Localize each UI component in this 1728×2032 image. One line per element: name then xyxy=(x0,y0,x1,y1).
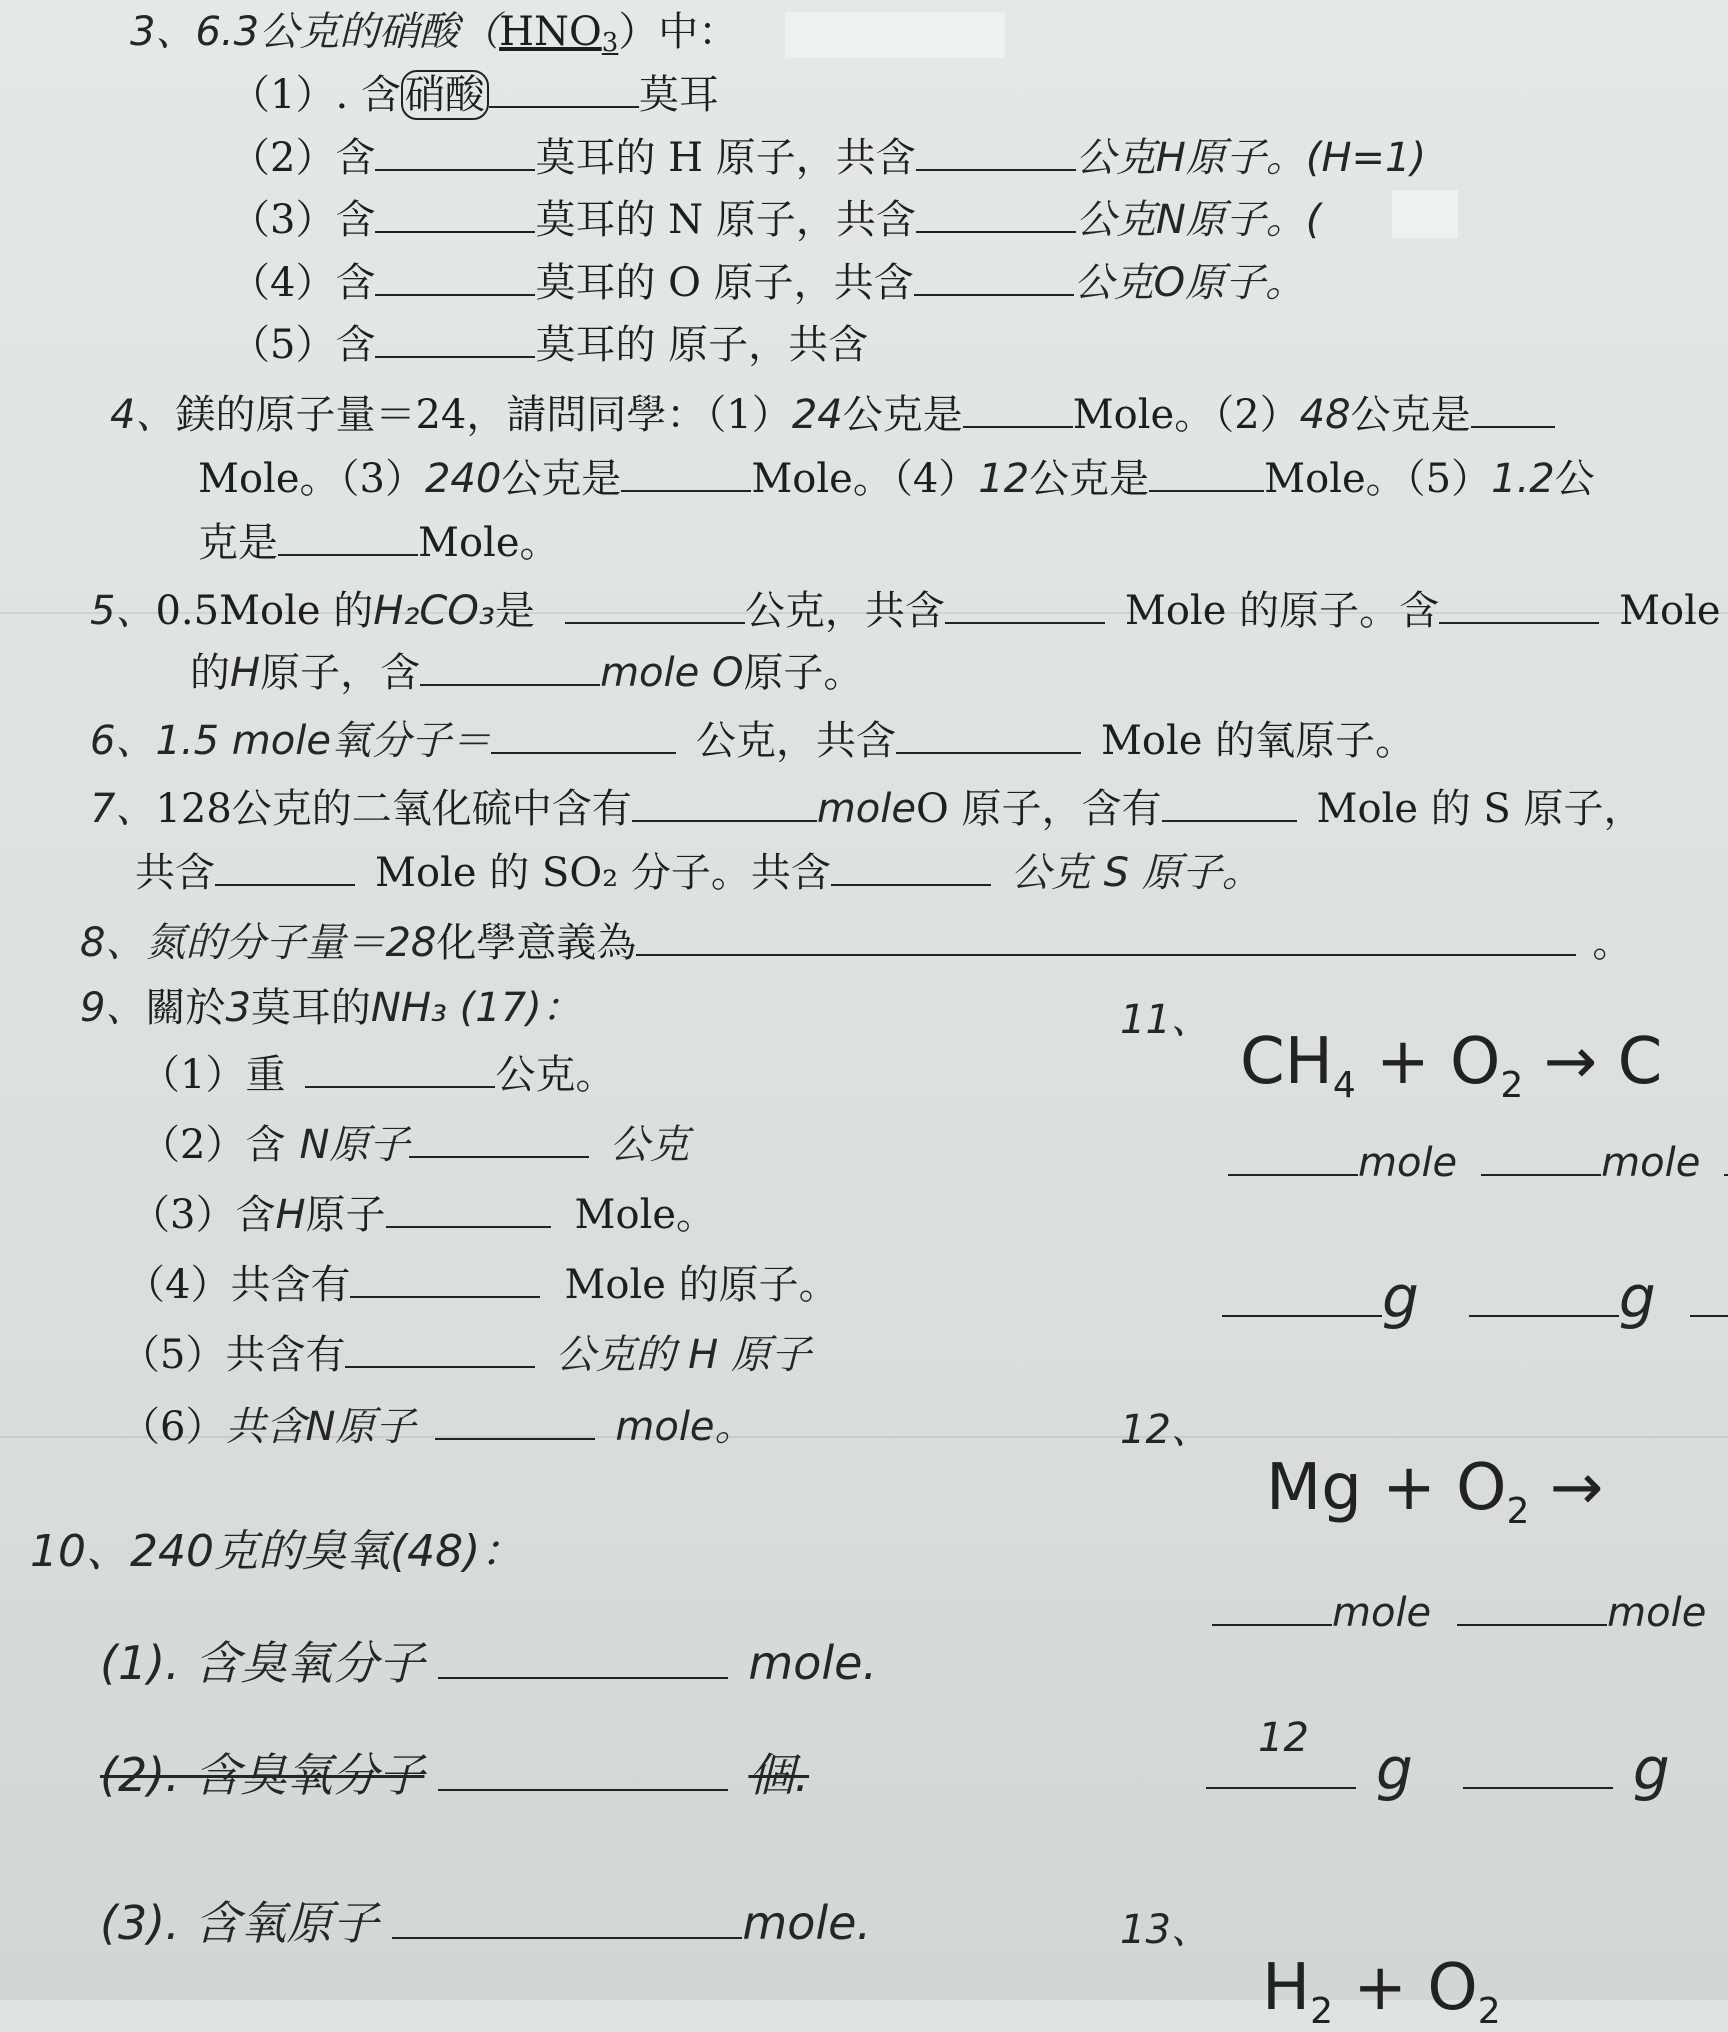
q12-given-value: 12 xyxy=(1258,1715,1309,1761)
answer-blank[interactable] xyxy=(491,718,676,754)
q10-part1: (1). 含臭氧分子 mole. xyxy=(100,1636,878,1690)
q8-line: 8、氮的分子量＝28化學意義為 。 xyxy=(80,920,1633,966)
q3-part1: （1）. 含 硝酸 莫耳 xyxy=(230,72,719,118)
q10-part3: (3). 含氧原子 mole. xyxy=(100,1896,872,1950)
answer-blank[interactable] xyxy=(916,197,1076,233)
answer-blank[interactable] xyxy=(420,650,600,686)
q9-part6: （6）共含N原子 mole。 xyxy=(120,1404,755,1450)
answer-blank[interactable] xyxy=(1162,786,1297,822)
q12-equation: $Mg + O_2$ → xyxy=(1266,1451,1604,1532)
q9-part3: （3）含H原子 Mole。 xyxy=(130,1192,717,1238)
answer-blank[interactable] xyxy=(438,1755,728,1791)
q3-part3: （3）含 莫耳的 N 原子，共含 公克N原子。( xyxy=(230,197,1322,243)
answer-blank[interactable] xyxy=(914,260,1074,296)
q11-equation: $CH_4 + O_2 \to C$ xyxy=(1240,1025,1663,1106)
redacted-area xyxy=(1392,190,1458,238)
answer-blank[interactable] xyxy=(375,197,535,233)
answer-blank[interactable] xyxy=(1222,1281,1382,1317)
answer-blank[interactable] xyxy=(1457,1590,1607,1626)
q11-mole-row: mole mole xyxy=(1228,1140,1728,1183)
q4-line1: 4、鎂的原子量＝24，請問同學：（1）24公克是 Mole。（2）48公克是 xyxy=(110,392,1555,435)
q9-header: 9、關於3莫耳的NH₃ (17)： xyxy=(80,985,582,1031)
answer-blank[interactable] xyxy=(1228,1140,1358,1176)
q12-number: 12、 xyxy=(1120,1407,1211,1453)
answer-blank[interactable] xyxy=(1149,456,1264,492)
answer-blank[interactable] xyxy=(375,260,535,296)
answer-blank[interactable] xyxy=(831,850,991,886)
q3-part2: （2）含 莫耳的 H 原子，共含 公克H原子。(H=1) xyxy=(230,135,1427,181)
answer-blank[interactable] xyxy=(1206,1753,1356,1789)
answer-blank[interactable] xyxy=(1471,392,1555,428)
answer-blank[interactable] xyxy=(392,1903,742,1939)
answer-blank[interactable] xyxy=(896,718,1081,754)
q5-line2: 的H原子，含 mole O原子。 xyxy=(190,650,864,696)
q9-part1: （1）重 公克。 xyxy=(140,1052,616,1098)
q4-line3: 克是 Mole。 xyxy=(198,520,560,566)
answer-blank[interactable] xyxy=(386,1192,551,1228)
q13-number: 13、 xyxy=(1120,1907,1211,1953)
answer-blank[interactable] xyxy=(409,1122,589,1158)
q7-line2: 共含 Mole 的 SO₂ 分子。共含 公克 S 原子。 xyxy=(135,850,1262,896)
answer-blank[interactable] xyxy=(621,456,751,492)
answer-blank[interactable] xyxy=(565,588,745,624)
answer-blank[interactable] xyxy=(345,1332,535,1368)
answer-blank[interactable] xyxy=(215,850,355,886)
q6-line: 6、1.5 mole氧分子＝ 公克，共含 Mole 的氧原子。 xyxy=(90,718,1416,764)
answer-blank[interactable] xyxy=(350,1262,540,1298)
answer-blank[interactable] xyxy=(305,1052,495,1088)
answer-blank[interactable] xyxy=(945,588,1105,624)
answer-blank[interactable] xyxy=(1724,1140,1728,1176)
q12-mole-row: mole mole xyxy=(1212,1590,1706,1633)
answer-blank[interactable] xyxy=(1212,1590,1332,1626)
q10-header: 10、240克的臭氧(48)： xyxy=(30,1526,525,1577)
answer-blank[interactable] xyxy=(489,72,639,108)
answer-blank[interactable] xyxy=(632,786,817,822)
q12-gram-row: g g xyxy=(1206,1740,1670,1798)
answer-blank[interactable] xyxy=(636,920,1576,956)
q3-part4: （4）含 莫耳的 O 原子，共含 公克O原子。 xyxy=(230,260,1306,306)
answer-blank[interactable] xyxy=(916,135,1076,171)
q10-part2-crossed-out: (2). 含臭氧分子 個. xyxy=(100,1748,810,1802)
q5-line1: 5、0.5Mole 的H₂CO₃是 公克，共含 Mole 的原子。含 Mole xyxy=(90,588,1721,634)
q4-line2: Mole。（3）240公克是 Mole。（4）12公克是 Mole。（5）1.2公 xyxy=(198,456,1595,502)
answer-blank[interactable] xyxy=(278,520,418,556)
answer-blank[interactable] xyxy=(1463,1753,1613,1789)
q9-part4: （4）共含有 Mole 的原子。 xyxy=(125,1262,839,1308)
answer-blank[interactable] xyxy=(1439,588,1599,624)
answer-blank[interactable] xyxy=(963,392,1073,428)
q9-part2: （2）含 N原子 公克 xyxy=(140,1122,690,1168)
q13-equation: $H_2 + O_2$ xyxy=(1262,1951,1501,2032)
q11-gram-row: g g xyxy=(1222,1268,1728,1326)
answer-blank[interactable] xyxy=(438,1643,728,1679)
redacted-area xyxy=(785,12,1005,58)
answer-blank[interactable] xyxy=(435,1404,595,1440)
q3-part5: （5）含 莫耳的 原子，共含 xyxy=(230,322,869,368)
answer-blank[interactable] xyxy=(1481,1140,1601,1176)
q11-number: 11、 xyxy=(1120,997,1211,1043)
answer-blank[interactable] xyxy=(1469,1281,1619,1317)
answer-blank[interactable] xyxy=(375,135,535,171)
answer-blank[interactable] xyxy=(1690,1281,1728,1317)
q3-header: 3、6.3公克的硝酸$(HNO_3)$中： xyxy=(130,9,739,58)
answer-blank[interactable] xyxy=(375,322,535,358)
q7-line1: 7、128公克的二氧化硫中含有 moleO 原子，含有 Mole 的 S 原子， xyxy=(90,786,1644,832)
q9-part5: （5）共含有 公克的 H 原子 xyxy=(120,1332,811,1378)
